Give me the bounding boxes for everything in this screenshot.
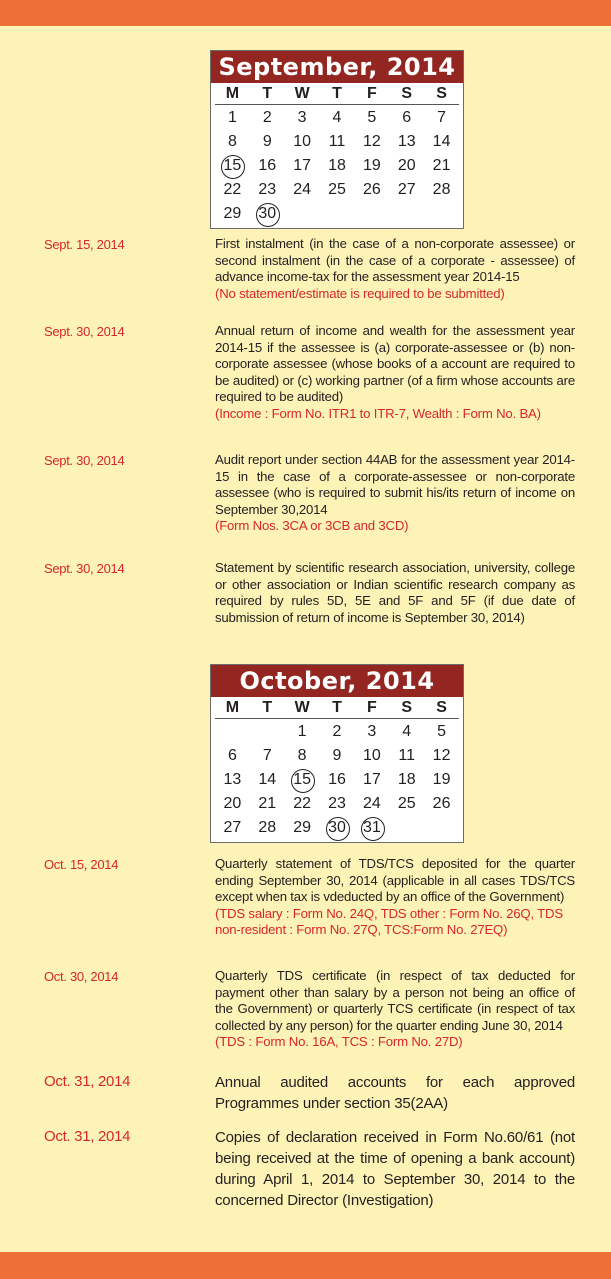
calendar-day: 20 (397, 157, 416, 174)
calendar-day: 30 (320, 816, 355, 840)
weekday-header: W (285, 697, 320, 719)
calendar-day: 28 (432, 181, 451, 198)
calendar-day: 5 (367, 109, 377, 126)
entry-body (215, 1127, 575, 1211)
calendar-day: 23 (328, 795, 346, 812)
calendar-day: 8 (227, 133, 237, 150)
calendar-grid (211, 83, 463, 228)
calendar-day: 22 (223, 181, 242, 198)
calendar-day: 26 (432, 795, 451, 812)
entry-text: First instalment (in the case of a non-corporate assessee) or second instalment (in the case of a corporate - assessee) of advance income-tax for the assessment year 2014-15 (215, 236, 575, 285)
calendar-day: 25 (328, 181, 346, 198)
entry-text: Copies of declaration received in Form No.60/61 (not being received at the time of opening a bank account) during April 1, 2014 to September 30, 2014 to the concerned Director (Investigation) (215, 1129, 575, 1209)
weekday-header: F (354, 83, 389, 105)
top-orange-bar (0, 0, 611, 26)
calendar-day: 1 (297, 723, 307, 740)
calendar-day: 28 (258, 819, 277, 836)
entry-text: Quarterly TDS certificate (in respect of tax deducted for payment other than salary by a person not being an office of the Government) or quarterly TCS certificate (in respect of tax collected by any person) for the quarter ending June 30, 2014 (215, 968, 575, 1033)
entry-note: (No statement/estimate is required to be submitted) (215, 285, 505, 301)
calendar-day: 5 (437, 723, 447, 740)
calendar-day: 16 (258, 157, 277, 174)
entry-text: Statement by scientific research association, university, college or other association or Indian scientific research company as required by rules 5D, 5E and 5F and 5F (if due date of submission of return of income is September 30, 2014) (215, 560, 575, 625)
weekday-header: M (215, 697, 250, 719)
entry-text: Quarterly statement of TDS/TCS deposited for the quarter ending September 30, 2014 (applicable in all cases TDS/TCS except when tax is vdeducted by an office of the Government) (215, 856, 575, 905)
entry-date: Sept. 30, 2014 (44, 561, 125, 576)
calendar-day: 20 (223, 795, 242, 812)
calendar-empty-cell (354, 202, 389, 226)
entry-body (215, 452, 575, 535)
weekday-header: T (320, 697, 355, 719)
calendar-day: 11 (328, 133, 346, 150)
weekday-header: W (285, 83, 320, 105)
calendar-day: 27 (223, 819, 242, 836)
calendar-day: 19 (432, 771, 451, 788)
calendar-empty-cell (215, 720, 250, 744)
calendar-september-2014 (210, 50, 464, 229)
calendar-day: 2 (262, 109, 272, 126)
weekday-header: S (389, 83, 424, 105)
calendar-day: 24 (293, 181, 312, 198)
entry-note: (Form Nos. 3CA or 3CB and 3CD) (215, 518, 409, 534)
calendar-day: 15 (215, 154, 250, 178)
entry-text: Annual audited accounts for each approved Programmes under section 35(2AA) (215, 1074, 575, 1112)
bottom-orange-bar (0, 1252, 611, 1279)
calendar-day: 7 (437, 109, 447, 126)
calendar-day: 13 (397, 133, 416, 150)
entry-text: Audit report under section 44AB for the assessment year 2014-15 in the case of a corporate-assessee or non-corporate assessee (who is required to submit his/its return of income on September 30,2014 (215, 452, 575, 517)
calendar-day: 18 (397, 771, 416, 788)
entry-date: Oct. 15, 2014 (44, 857, 119, 872)
calendar-day: 23 (258, 181, 277, 198)
calendar-empty-cell (320, 202, 355, 226)
calendar-day: 29 (293, 819, 312, 836)
weekday-header: M (215, 83, 250, 105)
entry-date: Sept. 30, 2014 (44, 324, 125, 339)
calendar-day: 9 (262, 133, 272, 150)
calendar-day: 10 (293, 133, 312, 150)
calendar-empty-cell (285, 202, 320, 226)
entry-body (215, 236, 575, 302)
calendar-day: 21 (258, 795, 277, 812)
entry-body (215, 968, 575, 1051)
calendar-day: 29 (223, 205, 242, 222)
calendar-day: 22 (293, 795, 312, 812)
calendar-day: 30 (250, 202, 285, 226)
calendar-day: 18 (328, 157, 346, 174)
calendar-day: 6 (402, 109, 412, 126)
calendar-day: 2 (332, 723, 342, 740)
calendar-day: 31 (354, 816, 389, 840)
calendar-empty-cell (389, 202, 424, 226)
calendar-day: 24 (362, 795, 381, 812)
calendar-day: 14 (432, 133, 451, 150)
calendar-day: 8 (297, 747, 307, 764)
calendar-empty-cell (389, 816, 424, 840)
calendar-day: 9 (332, 747, 342, 764)
entry-date: Oct. 31, 2014 (44, 1073, 131, 1090)
calendar-day: 1 (227, 109, 237, 126)
calendar-day: 21 (432, 157, 451, 174)
entry-body (215, 856, 575, 939)
entry-date: Sept. 15, 2014 (44, 237, 125, 252)
calendar-empty-cell (250, 720, 285, 744)
entry-date: Sept. 30, 2014 (44, 453, 125, 468)
calendar-empty-cell (424, 202, 459, 226)
entry-body (215, 560, 575, 626)
calendar-day: 14 (258, 771, 277, 788)
entry-date: Oct. 31, 2014 (44, 1128, 131, 1145)
weekday-header: S (389, 697, 424, 719)
calendar-day: 7 (262, 747, 272, 764)
entry-note: (TDS : Form No. 16A, TCS : Form No. 27D) (215, 1034, 463, 1050)
calendar-day: 11 (398, 747, 416, 764)
weekday-header: S (424, 697, 459, 719)
calendar-day: 12 (432, 747, 451, 764)
entry-note: (TDS salary : Form No. 24Q, TDS other : Form No. 26Q, TDS non-resident : Form No. 27Q, TCS:Form No. 27EQ) (215, 905, 563, 938)
weekday-header: S (424, 83, 459, 105)
weekday-header: F (354, 697, 389, 719)
entry-date: Oct. 30, 2014 (44, 969, 119, 984)
entry-text: Annual return of income and wealth for the assessment year 2014-15 if the assessee is (a) corporate-assessee or (b) non-corporate assessee (whose books of a account are required to be audited) or (c) working partner (of a firm whose accounts are required to be audited) (215, 323, 575, 405)
calendar-day: 17 (362, 771, 381, 788)
calendar-day: 6 (227, 747, 237, 764)
weekday-header: T (250, 697, 285, 719)
calendar-day: 27 (397, 181, 416, 198)
calendar-day: 19 (362, 157, 381, 174)
calendar-october-2014 (210, 664, 464, 843)
entry-body (215, 323, 575, 423)
calendar-day: 3 (367, 723, 377, 740)
calendar-grid (211, 697, 463, 842)
calendar-day: 3 (297, 109, 307, 126)
calendar-day: 4 (332, 109, 342, 126)
weekday-header: T (320, 83, 355, 105)
calendar-day: 25 (397, 795, 416, 812)
calendar-day: 4 (402, 723, 412, 740)
calendar-day: 10 (362, 747, 381, 764)
calendar-empty-cell (424, 816, 459, 840)
calendar-day: 15 (285, 768, 320, 792)
calendar-day: 12 (362, 133, 381, 150)
entry-note: (Income : Form No. ITR1 to ITR-7, Wealth : Form No. BA) (215, 405, 541, 421)
calendar-day: 13 (223, 771, 242, 788)
calendar-day: 26 (362, 181, 381, 198)
entry-body (215, 1072, 575, 1114)
weekday-header: T (250, 83, 285, 105)
calendar-day: 16 (328, 771, 346, 788)
calendar-day: 17 (293, 157, 312, 174)
calendar-title: September, 2014 (211, 51, 463, 83)
calendar-title: October, 2014 (211, 665, 463, 697)
